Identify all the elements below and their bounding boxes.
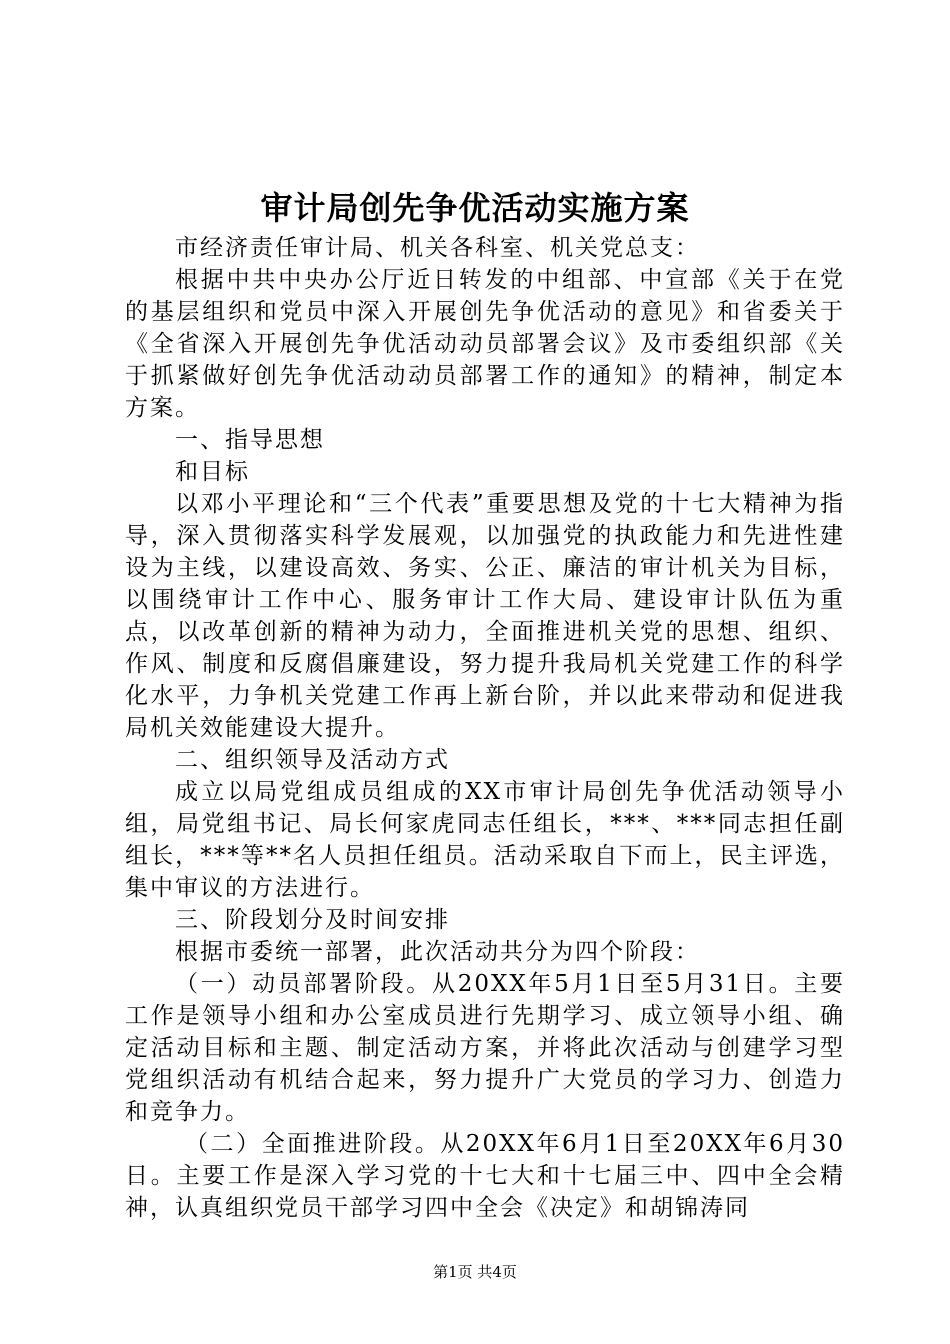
salutation: 市经济责任审计局、机关各科室、机关党总支： xyxy=(175,235,700,261)
organization-paragraph: 成立以局党组成员组成的XX市审计局创先争优活动领导小组，局党组书记、局长何家虎同志任组长，***、***同志担任副组长，***等**名人员担任组员。活动采取自下而上，民主评选，集中审议的方法进行。 xyxy=(125,779,845,901)
stages-intro-paragraph: 根据市委统一部署，此次活动共分为四个阶段： xyxy=(175,939,700,965)
section-heading-1: 一、指导思想 xyxy=(175,427,325,453)
section-heading-2: 二、组织领导及活动方式 xyxy=(175,747,450,773)
stage-1-paragraph: （一）动员部署阶段。从20XX年5月1日至5月31日。主要工作是领导小组和办公室成员进行先期学习、成立领导小组、确定活动目标和主题、制定活动方案，并将此次活动与创建学习型党组织活动有机结合起来，努力提升广大党员的学习力、创造力和竞争力。 xyxy=(125,971,845,1125)
section-heading-3: 三、阶段划分及时间安排 xyxy=(175,907,450,933)
section-heading-1-continued: 和目标 xyxy=(175,459,250,485)
guiding-paragraph: 以邓小平理论和“三个代表”重要思想及党的十七大精神为指导，深入贯彻落实科学发展观，以加强党的执政能力和先进性建设为主线，以建设高效、务实、公正、廉洁的审计机关为目标，以围绕审计工作中心、服务审计工作大局、建设审计队伍为重点，以改革创新的精神为动力，全面推进机关党的思想、组织、作风、制度和反腐倡廉建设，努力提升我局机关党建工作的科学化水平，力争机关党建工作再上新台阶，并以此来带动和促进我局机关效能建设大提升。 xyxy=(125,491,845,741)
document-title: 审计局创先争优活动实施方案 xyxy=(260,189,690,227)
page-footer: 第1页 共4页 xyxy=(433,1263,517,1281)
stage-2-paragraph: （二）全面推进阶段。从20XX年6月1日至20XX年6月30日。主要工作是深入学习党的十七大和十七届三中、四中全会精神，认真组织党员干部学习四中全会《决定》和胡锦涛同 xyxy=(125,1131,845,1221)
document-body xyxy=(125,232,845,1224)
intro-paragraph: 根据中共中央办公厅近日转发的中组部、中宣部《关于在党的基层组织和党员中深入开展创先争优活动的意见》和省委关于《全省深入开展创先争优活动动员部署会议》及市委组织部《关于抓紧做好创先争优活动动员部署工作的通知》的精神，制定本方案。 xyxy=(125,267,845,421)
